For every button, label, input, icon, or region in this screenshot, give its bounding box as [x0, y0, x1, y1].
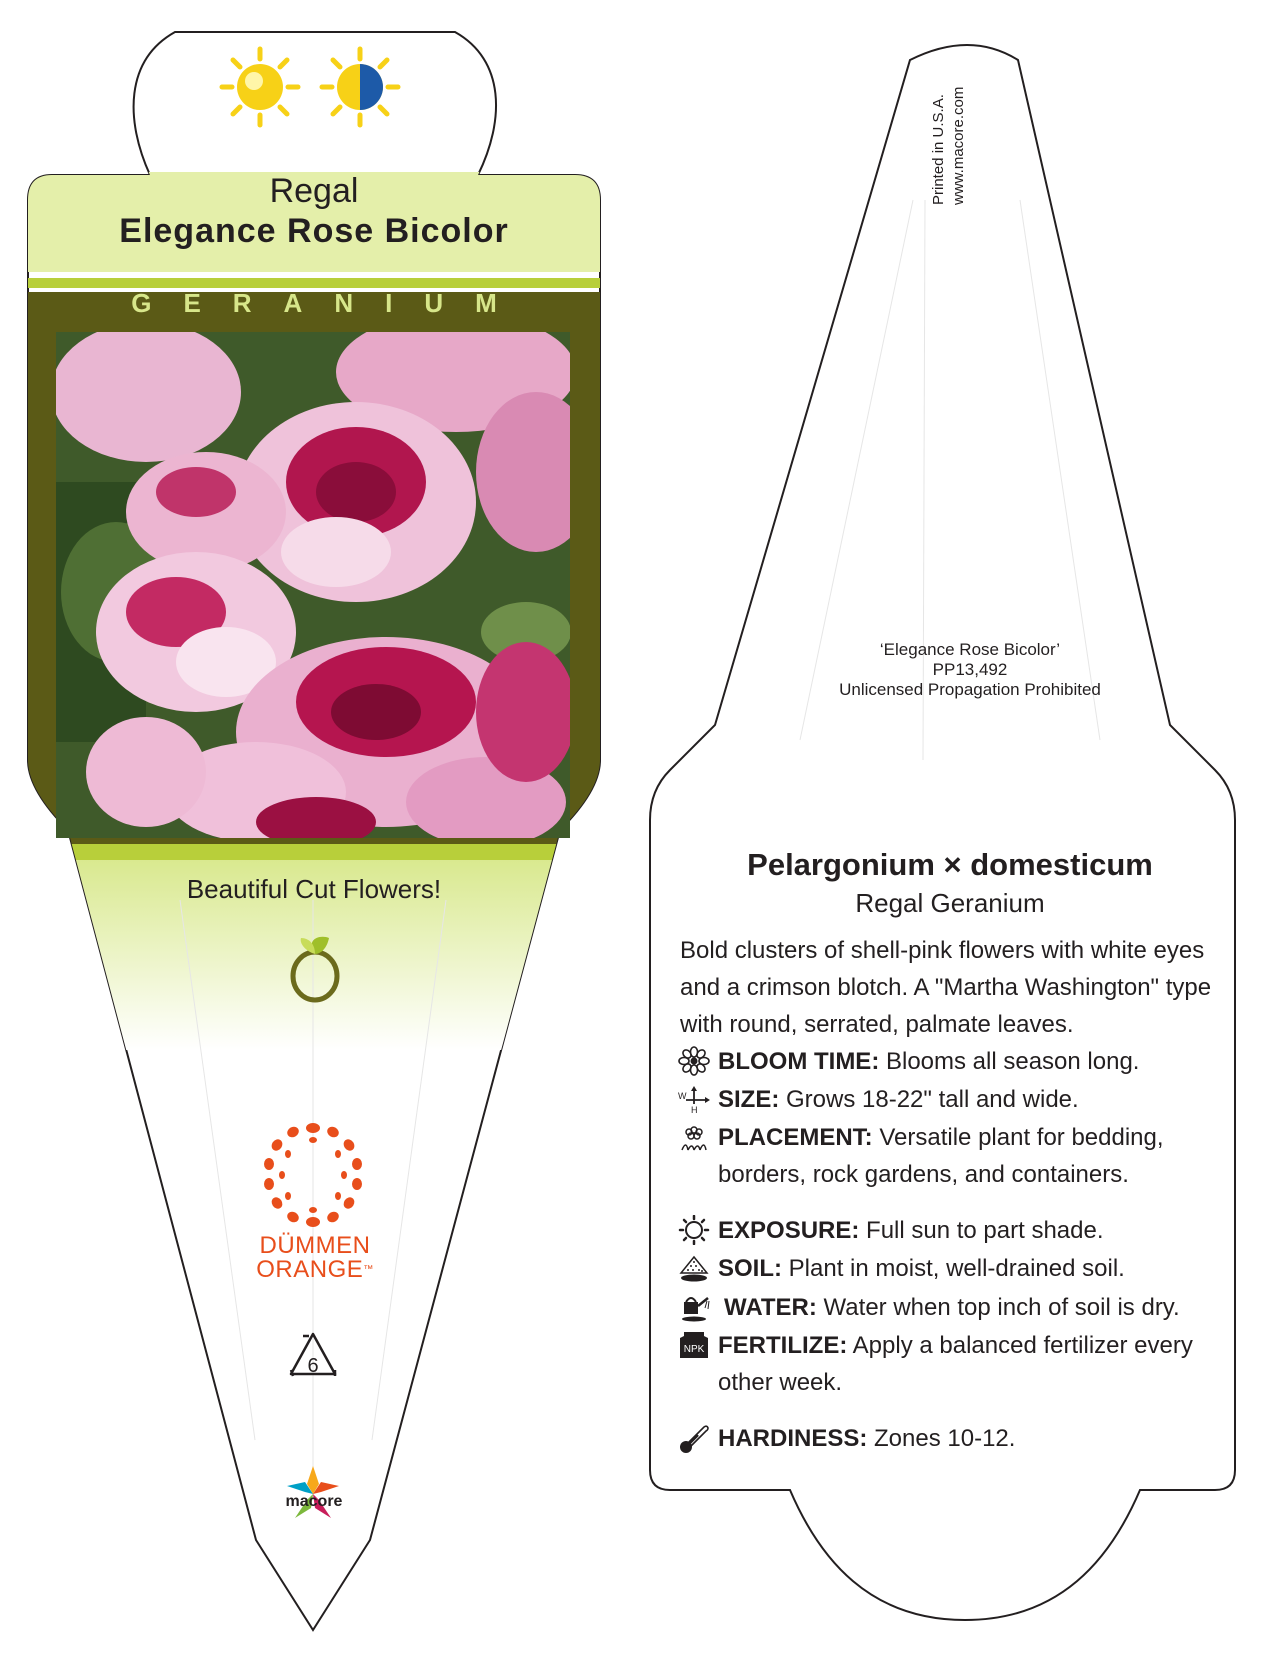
- placement-icon: [678, 1122, 710, 1152]
- attribute-placement: [678, 1119, 1248, 1193]
- printer-website: www.macore.com: [950, 86, 967, 205]
- water-value: Water when top inch of soil is dry.: [823, 1294, 1180, 1321]
- flower-icon: [678, 1046, 710, 1076]
- attribute-fertilize: [678, 1327, 1248, 1401]
- water-label: WATER:: [724, 1294, 817, 1321]
- botanical-name: Pelargonium × domesticum: [747, 847, 1153, 882]
- propagation-notice: Unlicensed Propagation Prohibited: [839, 680, 1101, 699]
- variety-name: ‘Elegance Rose Bicolor’: [879, 640, 1061, 659]
- dummen-orange-logo: [258, 1120, 368, 1230]
- watering-can-icon: [678, 1292, 710, 1322]
- soil-label: SOIL:: [718, 1255, 782, 1282]
- full-sun-icon: [218, 45, 302, 129]
- soil-icon: [678, 1253, 710, 1283]
- macore-logo-text: macore: [285, 1493, 343, 1510]
- common-name: Regal Geranium: [855, 888, 1045, 918]
- hardiness-value: Zones 10-12.: [874, 1425, 1016, 1452]
- brand-name-line-1: DÜMMEN: [259, 1232, 371, 1259]
- variety-title: Elegance Rose Bicolor: [119, 212, 509, 250]
- thermometer-icon: [678, 1423, 710, 1453]
- size-h-letter: H: [691, 1105, 698, 1114]
- flower-photo: [56, 332, 570, 838]
- attribute-size: [678, 1081, 1248, 1118]
- size-label: SIZE:: [718, 1086, 780, 1113]
- brand-name-line-2: ORANGE™: [256, 1256, 374, 1283]
- part-shade-icon: [318, 45, 402, 129]
- attribute-water: [678, 1289, 1248, 1326]
- size-arrows-icon: [678, 1084, 710, 1114]
- attribute-hardiness: [678, 1420, 1248, 1457]
- hardiness-label: HARDINESS:: [718, 1425, 868, 1452]
- size-value: Grows 18-22" tall and wide.: [786, 1086, 1079, 1113]
- back-tag: [640, 0, 1277, 1654]
- seedling-icon: [285, 932, 345, 1004]
- size-w-letter: W: [678, 1091, 687, 1101]
- fertilize-label: FERTILIZE:: [718, 1332, 848, 1359]
- plant-description: Bold clusters of shell-pink flowers with white eyes and a crimson blotch. A "Martha Washington" type with round, serrated, palmate leaves.: [680, 937, 1212, 1038]
- bloom-time-value: Blooms all season long.: [885, 1048, 1140, 1075]
- fertilize-value: Apply a balanced fertilizer every other week.: [718, 1332, 1193, 1396]
- patent-number: PP13,492: [932, 660, 1008, 679]
- soil-value: Plant in moist, well-drained soil.: [788, 1255, 1125, 1282]
- npk-icon: [678, 1330, 710, 1360]
- exposure-label: EXPOSURE:: [718, 1217, 860, 1244]
- tagline: Beautiful Cut Flowers!: [186, 874, 442, 904]
- genus-label: GERANIUM: [131, 288, 529, 318]
- printed-in-usa: Printed in U.S.A.: [930, 94, 947, 205]
- attribute-soil: [678, 1250, 1248, 1287]
- title-line-1: Regal: [269, 172, 359, 210]
- sun-exposure-icon: [678, 1215, 710, 1245]
- placement-label: PLACEMENT:: [718, 1124, 873, 1151]
- attribute-bloom-time: [678, 1043, 1248, 1080]
- printed-info: [930, 55, 970, 215]
- resin-code: 6: [307, 1355, 319, 1377]
- exposure-value: Full sun to part shade.: [866, 1217, 1104, 1244]
- placement-value: Versatile plant for bedding, borders, rock gardens, and containers.: [718, 1124, 1164, 1188]
- npk-text: NPK: [683, 1344, 705, 1355]
- bloom-time-label: BLOOM TIME:: [718, 1048, 880, 1075]
- attribute-exposure: [678, 1212, 1248, 1249]
